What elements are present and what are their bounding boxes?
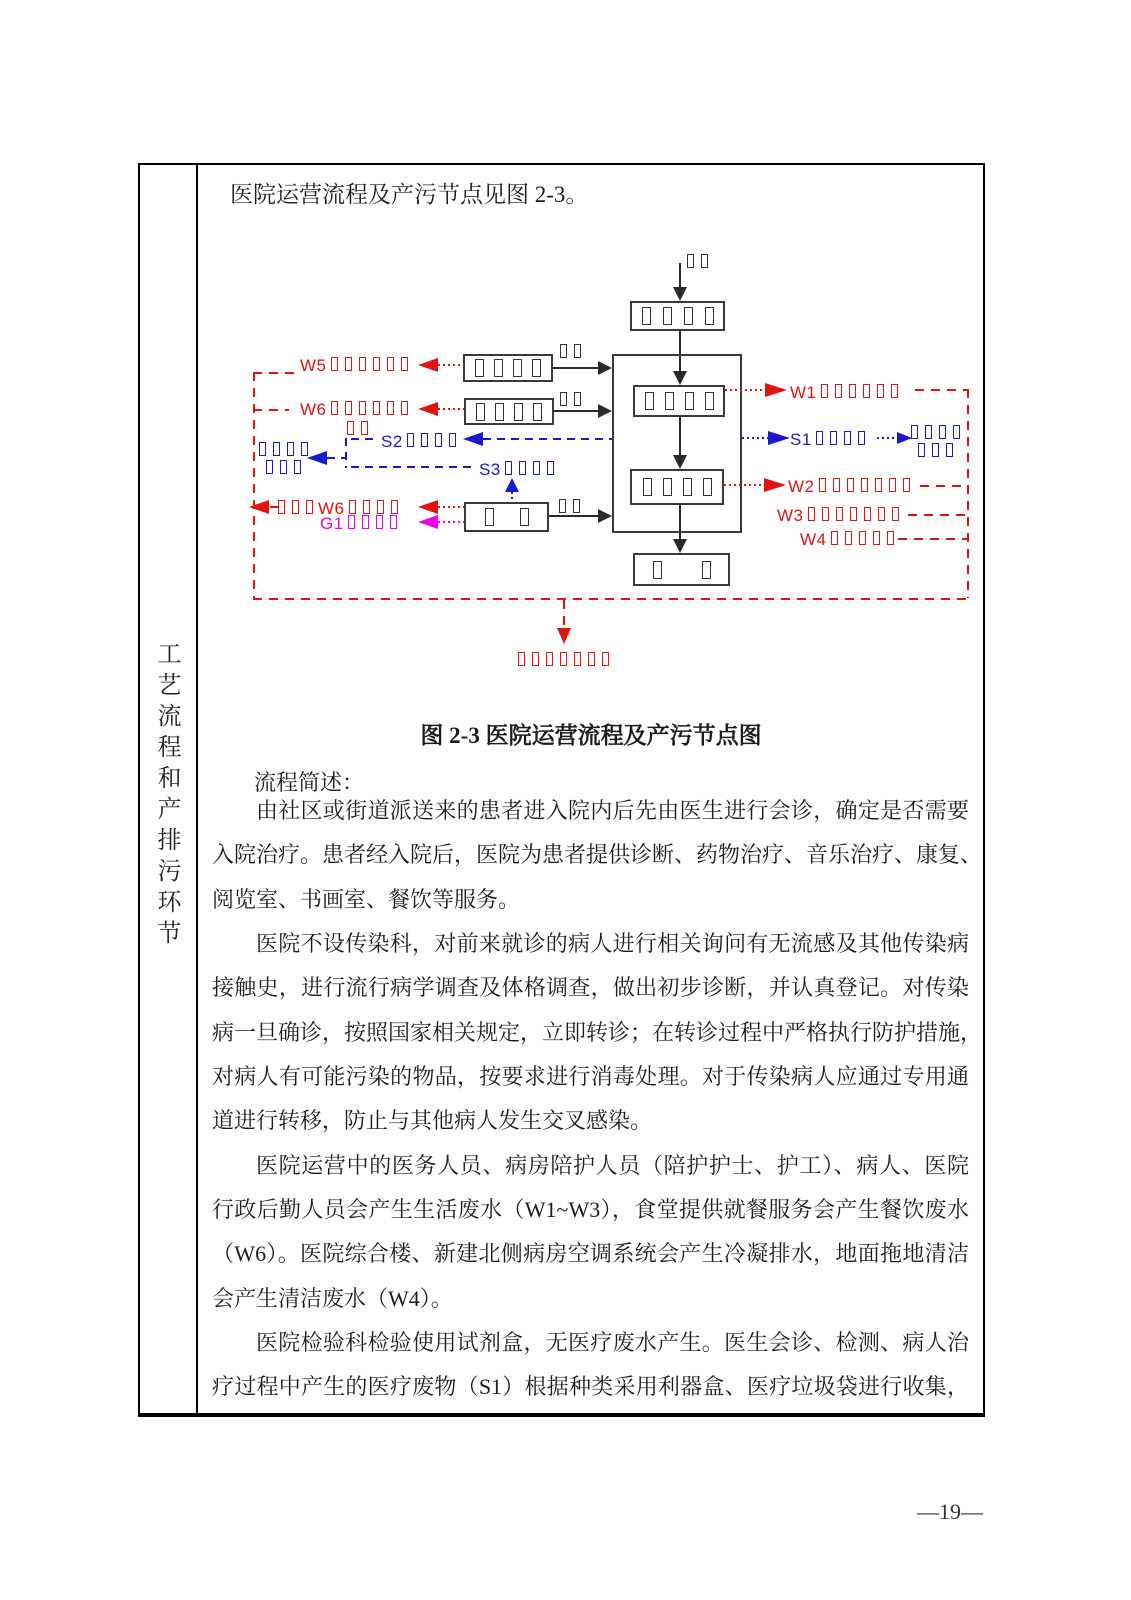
missing-glyph-box bbox=[925, 425, 932, 439]
support-box-3 bbox=[464, 502, 549, 532]
missing-glyph-box bbox=[533, 461, 540, 475]
g1-arrow-head bbox=[418, 515, 438, 529]
body-line: 医院运营中的医务人员、病房陪护人员（陪护护士、护工）、病人、医院 bbox=[256, 1153, 969, 1178]
body-line: 行政后勤人员会产生生活废水（W1~W3），食堂提供就餐服务会产生餐饮废水 bbox=[212, 1197, 969, 1222]
missing-glyph-box bbox=[294, 460, 301, 474]
g1-dotted-line bbox=[438, 521, 464, 523]
waste-storage-block-left bbox=[259, 442, 315, 474]
missing-glyph-box bbox=[602, 652, 609, 666]
missing-glyph-box bbox=[891, 384, 898, 398]
discharge-box bbox=[633, 553, 730, 586]
support-box-2 bbox=[464, 398, 554, 425]
body-line: 对病人有可能污染的物品，按要求进行消毒处理。对于传染病人应通过专用通 bbox=[212, 1064, 969, 1089]
missing-glyph-box bbox=[476, 403, 485, 421]
missing-glyph-box bbox=[514, 403, 523, 421]
w2-arrow-head bbox=[764, 478, 786, 492]
missing-glyph-box bbox=[859, 531, 866, 545]
arrow-sub1-to-sub2-line bbox=[679, 417, 681, 455]
top-process-box bbox=[630, 301, 725, 331]
missing-glyph-box bbox=[687, 254, 694, 268]
s3-up-arrow-head bbox=[505, 478, 519, 492]
missing-glyph-box bbox=[911, 425, 918, 439]
missing-glyph-box bbox=[822, 507, 829, 521]
w5-dotted-line bbox=[438, 364, 463, 366]
missing-glyph-box bbox=[808, 507, 815, 521]
w2-dashed-line bbox=[920, 485, 969, 487]
missing-glyph-box bbox=[359, 401, 366, 415]
missing-glyph-box bbox=[705, 392, 714, 410]
missing-glyph-box bbox=[887, 531, 894, 545]
missing-glyph-box bbox=[703, 478, 712, 496]
s3-dotted-line bbox=[511, 492, 513, 502]
connector-label-1 bbox=[560, 343, 588, 363]
missing-glyph-box bbox=[643, 478, 652, 496]
s2-s3-merge-bracket bbox=[345, 438, 347, 468]
missing-glyph-box bbox=[845, 531, 852, 545]
connector-2-head bbox=[598, 404, 612, 418]
missing-glyph-box bbox=[932, 443, 939, 457]
body-line: 医院不设传染科，对前来就诊的病人进行相关询问有无流感及其他传染病 bbox=[256, 931, 969, 956]
missing-glyph-box bbox=[475, 359, 484, 377]
missing-glyph-box bbox=[861, 478, 868, 492]
w1-dashed-line bbox=[915, 389, 969, 391]
missing-glyph-box bbox=[816, 431, 823, 445]
s2-stub-dash bbox=[351, 438, 378, 440]
missing-glyph-box bbox=[520, 508, 529, 526]
missing-glyph-box bbox=[546, 652, 553, 666]
label-w1: W1 bbox=[790, 383, 905, 403]
label-s3: S3 bbox=[479, 460, 561, 480]
missing-glyph-box bbox=[362, 515, 369, 529]
missing-glyph-box bbox=[685, 392, 694, 410]
missing-glyph-box bbox=[663, 478, 672, 496]
missing-glyph-box bbox=[278, 500, 285, 514]
arrow-sub1-to-sub2-head bbox=[673, 455, 687, 469]
missing-glyph-box bbox=[702, 561, 711, 579]
waste-storage-block-right bbox=[911, 425, 967, 457]
s2-arrow-head bbox=[463, 432, 483, 446]
missing-glyph-box bbox=[391, 500, 398, 514]
missing-glyph-box bbox=[259, 442, 266, 456]
missing-glyph-box bbox=[830, 431, 837, 445]
connector-1-line bbox=[553, 367, 598, 369]
label-w6: W6 bbox=[300, 400, 415, 420]
missing-glyph-box bbox=[266, 460, 273, 474]
missing-glyph-box bbox=[705, 307, 714, 325]
body-line: 入院治疗。患者经入院后，医院为患者提供诊断、药物治疗、音乐治疗、康复、 bbox=[212, 842, 983, 867]
missing-glyph-box bbox=[387, 401, 394, 415]
s1-arrow-head bbox=[768, 431, 790, 445]
missing-glyph-box bbox=[331, 401, 338, 415]
body-line: 道进行转移，防止与其他病人发生交叉感染。 bbox=[212, 1108, 653, 1133]
w5-arrow-head bbox=[418, 358, 438, 372]
w5-collector-stub bbox=[253, 372, 300, 374]
missing-glyph-box bbox=[835, 384, 842, 398]
body-line: 病一旦确诊，按照国家相关规定，立即转诊；在转诊过程中严格执行防护措施， bbox=[212, 1020, 983, 1045]
missing-glyph-box bbox=[849, 384, 856, 398]
missing-glyph-box bbox=[345, 357, 352, 371]
w1-arrow-head bbox=[765, 383, 787, 397]
merge-stub-dash bbox=[327, 457, 346, 459]
w3-dashed-line bbox=[908, 514, 969, 516]
w6b-left-arrow-head bbox=[249, 500, 269, 514]
missing-glyph-box bbox=[850, 507, 857, 521]
missing-glyph-box bbox=[819, 478, 826, 492]
missing-glyph-box bbox=[390, 515, 397, 529]
missing-glyph-box bbox=[532, 652, 539, 666]
body-line: 疗过程中产生的医疗废物（S1）根据种类采用利器盒、医疗垃圾袋进行收集， bbox=[212, 1374, 969, 1399]
pre-w6b-glyphs bbox=[278, 499, 320, 519]
s1-arrow-head-2 bbox=[897, 432, 912, 444]
missing-glyph-box bbox=[435, 433, 442, 447]
s3-dashed-line bbox=[351, 466, 477, 468]
label-s1: S1 bbox=[790, 430, 872, 450]
missing-glyph-box bbox=[877, 384, 884, 398]
label-g1: G1 bbox=[320, 514, 404, 534]
connector-3-line bbox=[549, 515, 598, 517]
missing-glyph-box bbox=[377, 500, 384, 514]
missing-glyph-box bbox=[953, 425, 960, 439]
sub-process-box-2 bbox=[630, 469, 724, 505]
body-line: 接触史，进行流行病学调查及体格调查，做出初步诊断，并认真登记。对传染 bbox=[212, 975, 969, 1000]
missing-glyph-box bbox=[939, 425, 946, 439]
body-line: 会产生清洁废水（W4）。 bbox=[212, 1286, 453, 1311]
body-line: （W6）。医院综合楼、新建北侧病房空调系统会产生冷凝排水，地面拖地清洁 bbox=[212, 1241, 969, 1266]
missing-glyph-box bbox=[574, 392, 581, 406]
missing-glyph-box bbox=[331, 357, 338, 371]
collector-left-vertical bbox=[253, 372, 255, 599]
arrow-entry-line bbox=[679, 263, 681, 287]
missing-glyph-box bbox=[684, 307, 693, 325]
missing-glyph-box bbox=[560, 392, 567, 406]
missing-glyph-box bbox=[519, 461, 526, 475]
missing-glyph-box bbox=[348, 515, 355, 529]
missing-glyph-box bbox=[533, 403, 542, 421]
collector-bottom-horizontal bbox=[253, 598, 969, 600]
missing-glyph-box bbox=[292, 500, 299, 514]
missing-glyph-box bbox=[833, 478, 840, 492]
missing-glyph-box bbox=[875, 478, 882, 492]
missing-glyph-box bbox=[645, 392, 654, 410]
missing-glyph-box bbox=[280, 460, 287, 474]
sub-process-box-1 bbox=[633, 385, 725, 417]
main-process-box bbox=[612, 354, 742, 533]
missing-glyph-box bbox=[494, 359, 503, 377]
collector-outlet-dash bbox=[563, 600, 565, 628]
table-column-divider bbox=[196, 163, 198, 1413]
collector-right-vertical bbox=[967, 389, 969, 598]
label-w6b: W6 bbox=[318, 499, 405, 519]
missing-glyph-box bbox=[547, 461, 554, 475]
connector-3-head bbox=[598, 509, 612, 523]
missing-glyph-box bbox=[701, 254, 708, 268]
w6b-arrow-head bbox=[418, 500, 438, 514]
w6-arrow-head bbox=[418, 402, 438, 416]
missing-glyph-box bbox=[863, 384, 870, 398]
missing-glyph-box bbox=[373, 401, 380, 415]
w6-dotted-line bbox=[438, 408, 464, 410]
missing-glyph-box bbox=[485, 508, 494, 526]
missing-glyph-box bbox=[683, 478, 692, 496]
body-line: 由社区或街道派送来的患者进入院内后先由医生进行会诊，确定是否需要 bbox=[256, 798, 969, 823]
missing-glyph-box bbox=[273, 442, 280, 456]
missing-glyph-box bbox=[844, 431, 851, 445]
intro-line: 医院运营流程及产污节点见图 2-3。 bbox=[230, 182, 589, 207]
missing-glyph-box bbox=[663, 307, 672, 325]
missing-glyph-box bbox=[301, 442, 308, 456]
body-line: 医院检验科检验使用试剂盒，无医疗废水产生。医生会诊、检测、病人治 bbox=[256, 1330, 969, 1355]
page-number: —19— bbox=[917, 1499, 983, 1524]
missing-glyph-box bbox=[347, 421, 354, 435]
label-w3: W3 bbox=[777, 506, 906, 526]
missing-glyph-box bbox=[574, 652, 581, 666]
s1-dotted-line-2 bbox=[877, 437, 897, 439]
missing-glyph-box bbox=[401, 401, 408, 415]
w6-collector-stub bbox=[253, 409, 289, 411]
missing-glyph-box bbox=[559, 499, 566, 513]
missing-glyph-box bbox=[560, 652, 567, 666]
bottom-treatment-note bbox=[518, 651, 616, 671]
label-w5: W5 bbox=[300, 356, 415, 376]
body-lead: 流程简述： bbox=[254, 770, 365, 795]
missing-glyph-box bbox=[665, 392, 674, 410]
missing-glyph-box bbox=[889, 478, 896, 492]
connector-2-line bbox=[554, 410, 598, 412]
missing-glyph-box bbox=[376, 515, 383, 529]
missing-glyph-box bbox=[306, 500, 313, 514]
w6b-dotted-line bbox=[438, 506, 464, 508]
label-w4: W4 bbox=[800, 530, 901, 550]
missing-glyph-box bbox=[560, 344, 567, 358]
missing-glyph-box bbox=[505, 461, 512, 475]
w4-dashed-line bbox=[898, 538, 969, 540]
missing-glyph-box bbox=[918, 443, 925, 457]
missing-glyph-box bbox=[513, 359, 522, 377]
missing-glyph-box bbox=[287, 442, 294, 456]
label-w6-subrow bbox=[347, 420, 375, 440]
missing-glyph-box bbox=[847, 478, 854, 492]
missing-glyph-box bbox=[878, 507, 885, 521]
missing-glyph-box bbox=[873, 531, 880, 545]
w6b-dash bbox=[270, 506, 278, 508]
missing-glyph-box bbox=[946, 443, 953, 457]
s1-dotted-line bbox=[742, 437, 768, 439]
missing-glyph-box bbox=[532, 359, 541, 377]
missing-glyph-box bbox=[836, 507, 843, 521]
support-box-1 bbox=[463, 354, 553, 382]
label-w2: W2 bbox=[788, 477, 917, 497]
missing-glyph-box bbox=[449, 433, 456, 447]
w1-dotted-line bbox=[725, 389, 765, 391]
patient-entry-label bbox=[687, 253, 715, 273]
missing-glyph-box bbox=[359, 357, 366, 371]
arrow-entry-head bbox=[673, 287, 687, 301]
missing-glyph-box bbox=[653, 561, 662, 579]
missing-glyph-box bbox=[573, 499, 580, 513]
missing-glyph-box bbox=[588, 652, 595, 666]
arrow-to-discharge-head bbox=[673, 539, 687, 553]
s2-dashed-line bbox=[483, 438, 612, 440]
arrow-to-discharge-line bbox=[679, 505, 681, 539]
missing-glyph-box bbox=[495, 403, 504, 421]
missing-glyph-box bbox=[858, 431, 865, 445]
figure-caption: 图 2-3 医院运营流程及产污节点图 bbox=[420, 723, 762, 748]
body-line: 阅览室、书画室、餐饮等服务。 bbox=[212, 887, 521, 912]
w2-dotted-line bbox=[724, 484, 764, 486]
missing-glyph-box bbox=[421, 433, 428, 447]
missing-glyph-box bbox=[373, 357, 380, 371]
missing-glyph-box bbox=[407, 433, 414, 447]
row-header-process-flow: 工艺流程和产排污环节 bbox=[153, 641, 179, 951]
missing-glyph-box bbox=[821, 384, 828, 398]
missing-glyph-box bbox=[864, 507, 871, 521]
missing-glyph-box bbox=[345, 401, 352, 415]
connector-1-head bbox=[598, 361, 612, 375]
missing-glyph-box bbox=[892, 507, 899, 521]
label-s2: S2 bbox=[381, 432, 463, 452]
collector-outlet-head bbox=[557, 628, 571, 644]
missing-glyph-box bbox=[574, 344, 581, 358]
connector-label-2 bbox=[560, 391, 588, 411]
missing-glyph-box bbox=[903, 478, 910, 492]
missing-glyph-box bbox=[831, 531, 838, 545]
missing-glyph-box bbox=[361, 421, 368, 435]
missing-glyph-box bbox=[518, 652, 525, 666]
missing-glyph-box bbox=[387, 357, 394, 371]
missing-glyph-box bbox=[349, 500, 356, 514]
missing-glyph-box bbox=[401, 357, 408, 371]
missing-glyph-box bbox=[642, 307, 651, 325]
missing-glyph-box bbox=[363, 500, 370, 514]
